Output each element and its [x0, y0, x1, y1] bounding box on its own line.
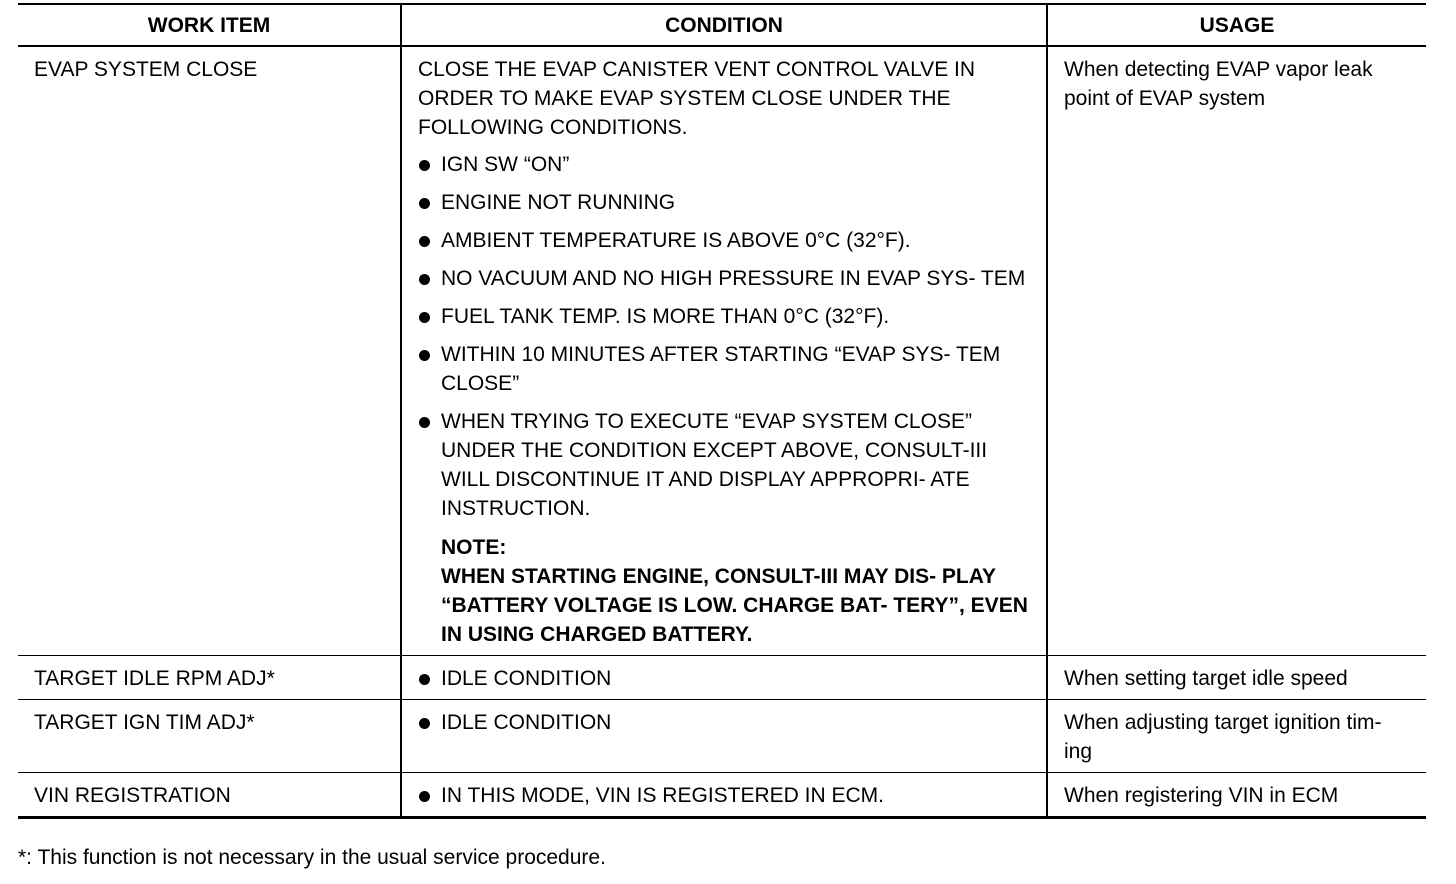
bullet-icon: [419, 350, 430, 361]
usage-cell: When registering VIN in ECM: [1047, 773, 1426, 818]
condition-bullet: [418, 226, 1034, 255]
condition-text: NO VACUUM AND NO HIGH PRESSURE IN EVAP SYS- TEM: [441, 267, 1026, 290]
work-support-table: [18, 3, 1426, 819]
header-condition: CONDITION: [401, 4, 1047, 46]
usage-cell: When setting target idle speed: [1047, 656, 1426, 700]
work-item-cell: VIN REGISTRATION: [18, 773, 401, 818]
condition-text: FUEL TANK TEMP. IS MORE THAN 0°C (32°F).: [441, 305, 890, 328]
condition-cell: [401, 46, 1047, 656]
condition-bullet: [418, 150, 1034, 179]
condition-bullet: [418, 781, 1034, 810]
bullet-icon: [419, 674, 430, 685]
bullet-icon: [419, 312, 430, 323]
note-block: [418, 533, 1034, 649]
condition-cell: [401, 656, 1047, 700]
table-row: [18, 656, 1426, 700]
condition-text: ENGINE NOT RUNNING: [441, 191, 676, 214]
condition-bullet: [418, 188, 1034, 217]
note-label: NOTE:: [441, 536, 507, 559]
condition-bullet: [418, 664, 1034, 693]
condition-bullet: [418, 407, 1034, 523]
bullet-icon: [419, 160, 430, 171]
note-text: WHEN STARTING ENGINE, CONSULT-III MAY DIS- PLAY “BATTERY VOLTAGE IS LOW. CHARGE BAT- TERY”, EVEN IN USING CHARGED BATTERY.: [441, 565, 1028, 646]
condition-text: IN THIS MODE, VIN IS REGISTERED IN ECM.: [441, 784, 884, 807]
table-row: [18, 773, 1426, 818]
condition-text: WHEN TRYING TO EXECUTE “EVAP SYSTEM CLOSE” UNDER THE CONDITION EXCEPT ABOVE, CONSULT-III WILL DISCONTINUE IT AND DISPLAY APPROPRI- ATE INSTRUCTION.: [441, 410, 988, 520]
bullet-icon: [419, 274, 430, 285]
work-item-cell: EVAP SYSTEM CLOSE: [18, 46, 401, 656]
bullet-icon: [419, 198, 430, 209]
footnote: *: This function is not necessary in the usual service procedure.: [18, 846, 606, 869]
bullet-icon: [419, 718, 430, 729]
condition-bullet: [418, 264, 1034, 293]
condition-intro: CLOSE THE EVAP CANISTER VENT CONTROL VALVE IN ORDER TO MAKE EVAP SYSTEM CLOSE UNDER THE FOLLOWING CONDITIONS.: [418, 58, 976, 139]
condition-bullet: [418, 302, 1034, 331]
condition-text: AMBIENT TEMPERATURE IS ABOVE 0°C (32°F).: [441, 229, 911, 252]
condition-cell: [401, 700, 1047, 773]
bullet-icon: [419, 417, 430, 428]
condition-bullet: [418, 708, 1034, 737]
condition-text: IDLE CONDITION: [441, 711, 612, 734]
work-item-cell: TARGET IGN TIM ADJ*: [18, 700, 401, 773]
bullet-icon: [419, 236, 430, 247]
condition-cell: [401, 773, 1047, 818]
condition-bullet: [418, 340, 1034, 398]
header-usage: USAGE: [1047, 4, 1426, 46]
condition-text: IDLE CONDITION: [441, 667, 612, 690]
work-item-cell: TARGET IDLE RPM ADJ*: [18, 656, 401, 700]
condition-text: WITHIN 10 MINUTES AFTER STARTING “EVAP SYS- TEM CLOSE”: [441, 343, 1001, 395]
condition-text: IGN SW “ON”: [441, 153, 570, 176]
header-row: [18, 4, 1426, 46]
usage-cell: When detecting EVAP vapor leak point of EVAP system: [1047, 46, 1426, 656]
usage-cell: When adjusting target ignition tim- ing: [1047, 700, 1426, 773]
table-row: [18, 46, 1426, 656]
header-work-item: WORK ITEM: [18, 4, 401, 46]
bullet-icon: [419, 791, 430, 802]
table-row: [18, 700, 1426, 773]
